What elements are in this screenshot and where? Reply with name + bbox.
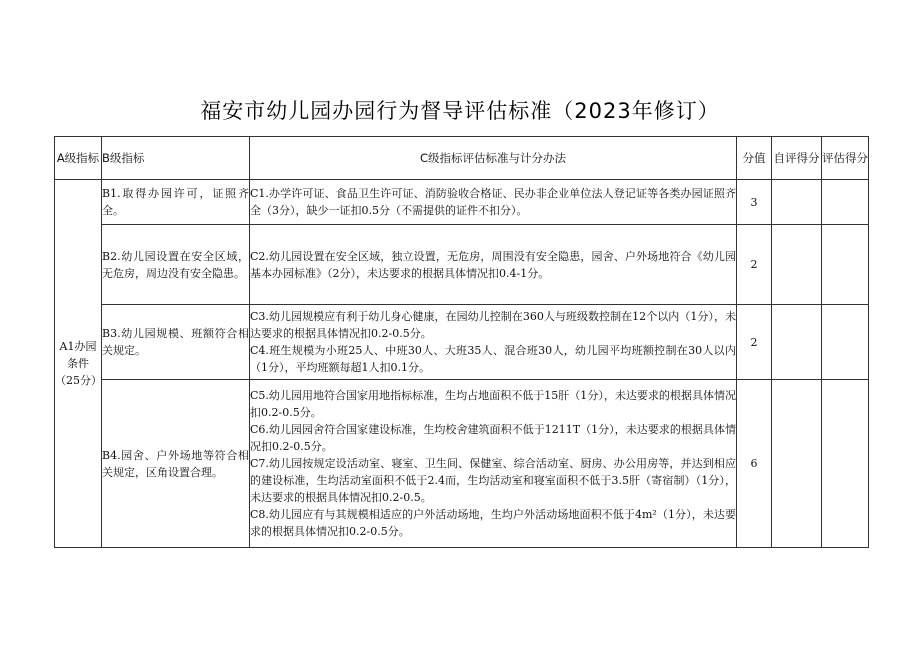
b-indicator-cell: B4.园舍、户外场地等符合相关规定，区角设置合理。 bbox=[102, 380, 250, 548]
table-row bbox=[55, 380, 869, 548]
c-criterion: C4.班生规模为小班25人、中班30人、大班35人、混合班30人，幼儿园平均班额控制在30人以内（1分），平均班额每超1人扣0.1分。 bbox=[250, 344, 736, 374]
score-cell: 2 bbox=[737, 225, 772, 305]
eval-score-cell[interactable] bbox=[822, 305, 869, 380]
header-row bbox=[55, 137, 869, 180]
a-indicator-cell: A1办园条件（25分） bbox=[55, 180, 102, 548]
header-c-level: C级指标评估标准与计分办法 bbox=[250, 137, 737, 180]
c-criterion: C8.幼儿园应有与其规模相适应的户外活动场地，生均户外活动场地面积不低于4m²（1分），未达要求的根据具体情况扣0.2-0.5分。 bbox=[250, 508, 736, 538]
c-criteria-cell bbox=[250, 180, 737, 225]
self-score-cell[interactable] bbox=[772, 180, 822, 225]
table-row bbox=[55, 305, 869, 380]
table-row bbox=[55, 225, 869, 305]
header-eval-score: 评估得分 bbox=[822, 137, 869, 180]
self-score-cell[interactable] bbox=[772, 380, 822, 548]
score-cell: 3 bbox=[737, 180, 772, 225]
c-criterion: C1.办学许可证、食品卫生许可证、消防验收合格证、民办非企业单位法人登记证等各类办园证照齐全（3分），缺少一证扣0.5分（不需提供的证件不扣分）。 bbox=[250, 187, 736, 217]
c-criterion: C2.幼儿园设置在安全区域，独立设置，无危房，周围没有安全隐患，园舍、户外场地符合《幼儿园基本办园标准》（2分），未达要求的根据具体情况扣0.4-1分。 bbox=[250, 249, 736, 280]
eval-score-cell[interactable] bbox=[822, 180, 869, 225]
eval-score-cell[interactable] bbox=[822, 380, 869, 548]
c-criteria-cell bbox=[250, 305, 737, 380]
c-criterion: C7.幼儿园按规定设活动室、寝室、卫生间、保健室、综合活动室、厨房、办公用房等，并达到相应的建设标准，生均活动室面积不低于2.4而，生均活动室和寝室面积不低于3.5肝（寄宿制）（1分），未达要求的根据具体情况扣0.2-0.5。 bbox=[250, 457, 736, 504]
header-a-level: A级指标 bbox=[55, 137, 102, 180]
document-title: 福安市幼儿园办园行为督导评估标准（2023年修订） bbox=[200, 99, 720, 123]
b-indicator-cell: B2.幼儿园设置在安全区域，无危房，周边没有安全隐患。 bbox=[102, 225, 250, 305]
header-score: 分值 bbox=[737, 137, 772, 180]
c-criterion: C6.幼儿园园舍符合国家建设标准，生均校舍建筑面积不低于1211T（1分），未达要求的根据具体情况扣0.2-0.5分。 bbox=[250, 423, 736, 453]
c-criterion: C3.幼儿园规模应有利于幼儿身心健康，在园幼儿控制在360人与班级数控制在12个以内（1分），未达要求的根据具体情况扣0.2-0.5分。 bbox=[250, 310, 736, 340]
table-row bbox=[55, 180, 869, 225]
score-cell: 2 bbox=[737, 305, 772, 380]
eval-score-cell[interactable] bbox=[822, 225, 869, 305]
header-self-score: 自评得分 bbox=[772, 137, 822, 180]
b-indicator-cell: B1.取得办园许可，证照齐全。 bbox=[102, 180, 250, 225]
header-b-level: B级指标 bbox=[102, 137, 250, 180]
score-cell: 6 bbox=[737, 380, 772, 548]
b-indicator-cell: B3.幼儿园规模、班额符合相关规定。 bbox=[102, 305, 250, 380]
self-score-cell[interactable] bbox=[772, 305, 822, 380]
c-criteria-cell bbox=[250, 225, 737, 305]
c-criterion: C5.幼儿园用地符合国家用地指标标准，生均占地面积不低于15肝（1分），未达要求的根据具体情况扣0.2-0.5分。 bbox=[250, 389, 736, 419]
c-criteria-cell bbox=[250, 380, 737, 548]
self-score-cell[interactable] bbox=[772, 225, 822, 305]
evaluation-table bbox=[54, 136, 869, 548]
